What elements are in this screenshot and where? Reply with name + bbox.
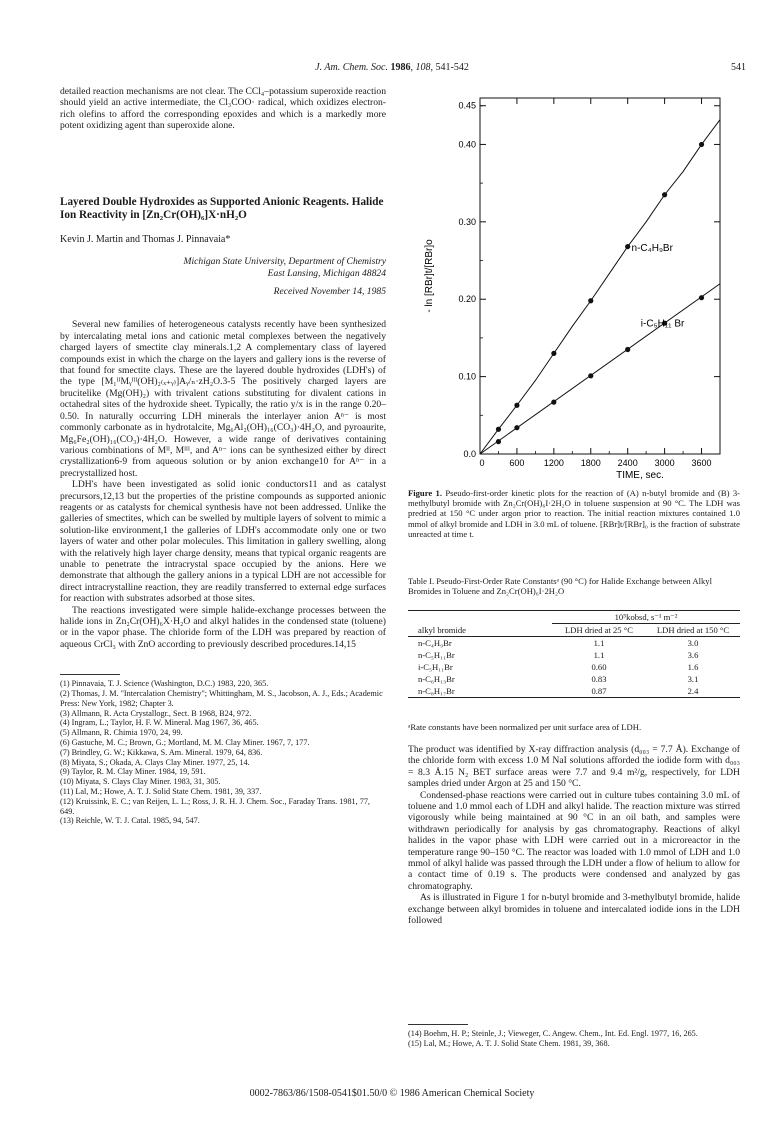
data-point (588, 298, 593, 303)
article-title: Layered Double Hydroxides as Supported Anionic Reagents. Halide Ion Reactivity in [Zn₂Cr(OH)₆]X·nH₂O (60, 195, 384, 222)
reference: (4) Ingram, L.; Taylor, H. F. W. Mineral. Mag 1967, 36, 465. (60, 718, 259, 728)
table-header-150: LDH dried at 150 °C (656, 625, 730, 635)
reference: (10) Miyata, S. Clays Clay Miner. 1983, 31, 305. (60, 777, 221, 787)
table-cell: 3.1 (687, 674, 699, 684)
y-tick-label: 0.10 (458, 371, 476, 382)
x-tick-label: 3600 (691, 458, 712, 468)
table-cell: i-C₅H₁₁Br (418, 662, 453, 672)
journal-pages: 541-542 (435, 62, 469, 73)
x-tick-label: 1200 (543, 458, 564, 468)
data-point (662, 192, 667, 197)
table-cell: 1.1 (593, 638, 605, 648)
journal-name: J. Am. Chem. Soc. (315, 62, 388, 73)
table-group-header: 10⁵kobsd, s⁻¹ m⁻² (552, 611, 740, 624)
plot-ticks (458, 98, 720, 468)
y-tick-label: 0.40 (458, 139, 476, 150)
reference-rule (408, 1024, 468, 1025)
table-cell: n-C₄H₉Br (418, 638, 452, 648)
left-column (60, 86, 386, 826)
data-point (625, 244, 630, 249)
affiliation-line-1: Michigan State University, Department of Chemistry (183, 256, 386, 268)
data-point (514, 403, 519, 408)
y-tick-label: 0.45 (458, 100, 476, 111)
reference: (14) Boehm, H. P.; Steinle, J.; Vieweger, C. Angew. Chem., Int. Ed. Engl. 1977, 16, 265. (408, 1029, 698, 1038)
reference: (12) Kruissink, E. C.; van Reijen, L. L.; Ross, J. R. H. J. Chem. Soc., Faraday Trans. 1981, 77, 649. (60, 796, 370, 816)
table-title: Table I. Pseudo-First-Order Rate Constantsᵃ (90 °C) for Halide Exchange between Alkyl Bromides in Toluene and Zn₂Cr(OH)₆I·2H₂O (408, 576, 712, 597)
intro-paragraph: detailed reaction mechanisms are not clear. The CCl₄–potassium superoxide reaction should yield an active intermediate, the Cl₃COO· radical, which oxidizes electron-rich olefins to afford the corresponding epoxides and which is a markedly more potent oxidizing agent than superoxide alone. (60, 86, 386, 132)
running-header: J. Am. Chem. Soc. 1986, 108, 541-542 541 (315, 62, 746, 73)
x-tick-label-origin: 0 (479, 458, 485, 468)
data-point (699, 142, 704, 147)
right-column-text (408, 744, 740, 927)
body-paragraph: Condensed-phase reactions were carried out in culture tubes containing 3.0 mL of toluene and 1.0 mmol each of LDH and alkyl halide. The reaction mixture was stirred vigorously while being maintained at 90 °C in an oil bath, and samples were withdrawn periodically for analysis by gas chromatography. Reactions of alkyl halides in the vapor phase with LDH were carried out in a microreactor in the temperature range 90–150 °C. The reactor was loaded with 1.0 mmol of LDH and 1.0 mmol of alkyl halide was passed through the LDH under a flow of helium to allow for a contact time of 0.19 s. The products were condensed and analyzed by gas chromatography. (408, 789, 740, 892)
page-number: 541 (731, 62, 746, 73)
x-tick-label: 2400 (617, 458, 638, 468)
received-date: Received November 14, 1985 (273, 286, 386, 298)
plot-frame (480, 98, 720, 454)
journal-volume: 108 (415, 62, 431, 73)
plot-border (480, 98, 720, 454)
table-cell: n-C₈H₁₇Br (418, 686, 455, 696)
data-point (625, 347, 630, 352)
copyright-footer: 0002-7863/86/1508-0541$01.50/0 © 1986 American Chemical Society (249, 1088, 535, 1099)
body-paragraph: The reactions investigated were simple halide-exchange processes between the halide ions in Zn₂Cr(OH)₆X·H₂O and alkyl halides in the condensed state (toluene) or in the vapor phase. The chloride form of the LDH was prepared by reaction of aqueous CrCl₃ with ZnO according to previously described procedures.14,15 (60, 604, 386, 650)
reference: (2) Thomas, J. M. "Intercalation Chemistry"; Whittingham, M. S., Jacobson, A. J., Eds.; Academic Press: New York, 1982; Chapter 3. (60, 689, 383, 708)
table-cell: n-C₅H₁₁Br (418, 650, 455, 660)
data-point (588, 373, 593, 378)
table-row (408, 661, 740, 673)
y-tick-label: 0.20 (458, 294, 476, 305)
x-tick-label: 600 (509, 458, 525, 468)
data-point (496, 439, 501, 444)
journal-year: 1986 (390, 62, 411, 73)
table-cell: 0.60 (591, 662, 607, 672)
body-paragraph: As is illustrated in Figure 1 for n-butyl bromide and 3-methylbutyl bromide, halide exchange between alkyl bromides in toluene and intercalated iodide ions in the LDH followed (408, 892, 740, 927)
table-cell: 1.6 (687, 662, 699, 672)
x-tick-label: 1800 (580, 458, 601, 468)
series-label: n-C₄H₉Br (631, 243, 673, 255)
figure-caption (408, 488, 740, 539)
table-row (408, 637, 740, 650)
table-cell: 2.4 (687, 686, 699, 696)
table-cell: 3.6 (687, 650, 699, 660)
article-authors: Kevin J. Martin and Thomas J. Pinnavaia* (60, 233, 231, 245)
table-cell: 0.87 (591, 686, 607, 696)
plot-series (480, 120, 720, 454)
body-paragraph: LDH's have been investigated as solid ionic conductors11 and as catalyst precursors,12,13 but the properties of the pristine compounds as supported anionic reagents or as catalysts for chemical synthesis have not been addressed. Unlike the galleries of smectites, which can be swelled by multiple layers of solvent to mimic a solution-like environment,1 the galleries of LDH's accommodate only one or two layers of water and other polar molecules. This limitation in gallery swelling, along with the relatively high layer charge density, means that typical organic reagents are unable to penetrate the intracrystal space occupied by the anions. Here we demonstrate that although the gallery anions in a typical LDH are not accessible for direct intracrystalline reaction, they are readily transferred to external edge surfaces for reaction with substrates adsorbed at those sites. (60, 479, 386, 605)
table-header-alkyl: alkyl bromide (418, 625, 466, 635)
figure-caption-text: Pseudo-first-order kinetic plots for the reaction of (A) n-butyl bromide and (B) 3-methylbutyl bromide with Zn₂Cr(OH)₆I·2H₂O in toluene suspension at 90 °C. The LDH was predried at 150 °C under argon prior to reaction. The initial reaction mixtures contained 1.0 mmol of alkyl bromide and LDH in 3.0 mL of toluene. [RBr]t/[RBr]₀ is the fraction of substrate unreacted at time t. (408, 488, 740, 539)
table-row (408, 649, 740, 661)
data-point (496, 427, 501, 432)
body-paragraph: The product was identified by X-ray diffraction analysis (d₀₀₃ = 7.7 Å). Exchange of the chloride form with excess 1.0 M NaI solutions afforded the iodide form with d₀₀₃ = 8.3 Å.15 N₂ BET surface areas were 7.7 and 9.4 m²/g, respectively, for LDH samples dried under Argon at 25 and 150 °C. (408, 744, 740, 790)
table-footnote: ᵃRate constants have been normalized per unit surface area of LDH. (408, 722, 642, 732)
reference: (9) Taylor, R. M. Clay Miner. 1984, 19, 591. (60, 767, 206, 777)
reference: (6) Gastuche, M. C.; Brown, G.; Mortland, M. M. Clay Miner. 1967, 7, 177. (60, 738, 310, 747)
x-axis-label: TIME, sec. (616, 470, 664, 481)
reference: (1) Pinnavaia, T. J. Science (Washington, D.C.) 1983, 220, 365. (60, 679, 269, 689)
data-point (699, 295, 704, 300)
reference: (15) Lal, M.; Howe, A. T. J. Solid State Chem. 1981, 39, 368. (408, 1038, 610, 1048)
affiliation (60, 256, 386, 280)
table-row (408, 673, 740, 685)
reference-rule (60, 674, 120, 675)
table-header-25: LDH dried at 25 °C (565, 625, 633, 635)
table-cell: 1.1 (593, 650, 605, 660)
y-tick-label: 0.30 (458, 216, 476, 227)
affiliation-line-2: East Lansing, Michigan 48824 (267, 268, 386, 280)
table-cell: 0.83 (591, 674, 607, 684)
x-tick-label: 3000 (654, 458, 675, 468)
y-axis-label: - ln [RBr]t/[RBr]o (424, 239, 435, 313)
reference: (8) Miyata, S.; Okada, A. Clays Clay Miner. 1977, 25, 14. (60, 757, 250, 767)
references-right (408, 1024, 740, 1049)
body-paragraph: Several new families of heterogeneous catalysts recently have been synthesized by intercalating metal ions and cationic metal complexes between the negatively charged layers of smectite clay minerals.1,2 A complementary class of layered compounds exist in which the charge on the layers and gallery ions is the reverse of that found for smectite clays. These are the layered double hydroxides (LDH's) of the type [M₁ᴵᴵMᵧᴵᴵᴵ(OH)₂₍ₓ₊ᵧ₎]Aᵧ/ₙ·zH₂O.3-5 The positively charged layers are brucitelike (Mg(OH)₂) with trivalent cations substituting for divalent cations in octahedral sites of the hydroxide sheet. Typically, the ratio y/x is in the range 0.20–0.50. In naturally occurring LDH minerals the interlayer anion Aⁿ⁻ is most commonly carbonate as in hydrotalcite, Mg₆Al₂(OH)₁₆(CO₃)·4H₂O, and pyroaurite, Mg₆Fe₂(OH)₁₆(CO₃)·4H₂O. However, a wide range of derivatives containing various combinations of Mᴵᴵ, Mᴵᴵᴵ, and Aⁿ⁻ ions can be synthesized either by direct crystallization6-9 from aqueous solution or by anion exchange10 for Aⁿ⁻ in a precrystallized host. (60, 319, 386, 479)
table-cell: n-C₆H₁₃Br (418, 674, 455, 684)
references-left (60, 674, 386, 826)
table-cell: 3.0 (687, 638, 699, 648)
series-label: i-C₅H₁₁ Br (640, 318, 685, 330)
reference: (13) Reichle, W. T. J. Catal. 1985, 94, 547. (60, 816, 200, 826)
reference: (7) Brindley, G. W.; Kikkawa, S. Am. Mineral. 1979, 64, 836. (60, 747, 263, 757)
reference: (3) Allmann, R. Acta Crystallogr., Sect. B 1968, B24, 972. (60, 708, 252, 718)
data-point (514, 425, 519, 430)
data-point (551, 400, 556, 405)
table-row (408, 685, 740, 698)
rate-constant-table (408, 610, 740, 698)
data-point (551, 351, 556, 356)
figure-label: Figure 1. (408, 488, 442, 498)
y-tick-label: 0.0 (463, 449, 476, 459)
reference: (5) Allmann, R. Chimia 1970, 24, 99. (60, 728, 183, 738)
kinetic-plot (408, 86, 740, 486)
reference: (11) Lal, M.; Howe, A. T. J. Solid State Chem. 1981, 39, 337. (60, 786, 262, 796)
